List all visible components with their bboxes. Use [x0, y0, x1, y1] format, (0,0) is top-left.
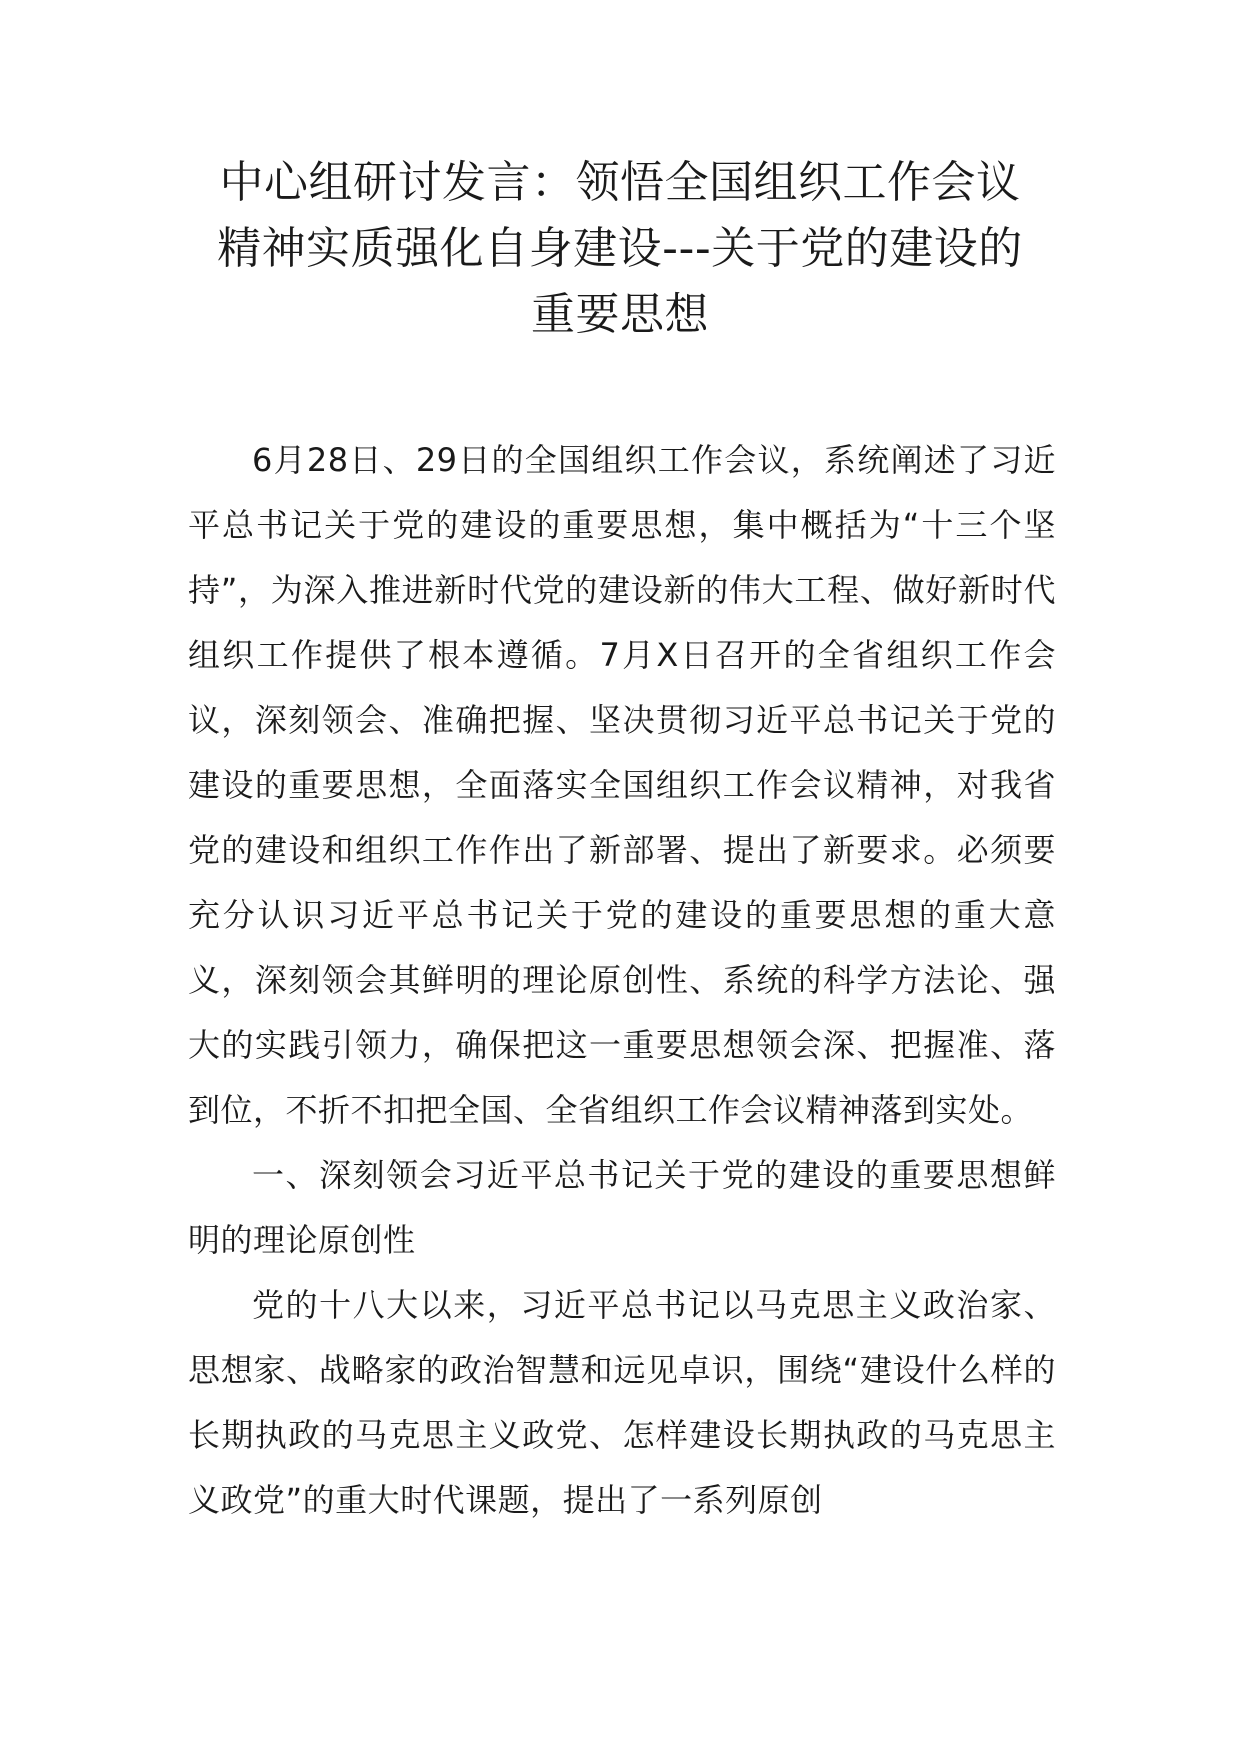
- title-line-1: 中心组研讨发言：领悟全国组织工作会议: [219, 157, 1021, 208]
- document-body: [188, 428, 1056, 1533]
- document-title: [175, 150, 1065, 348]
- section-heading-1: 一、深刻领会习近平总书记关于党的建设的重要思想鲜明的理论原创性: [188, 1156, 1056, 1259]
- title-line-3: 重要思想: [531, 289, 709, 340]
- paragraph-intro: 6月28日、29日的全国组织工作会议，系统阐述了习近平总书记关于党的建设的重要思想，集中概括为“十三个坚持”，为深入推进新时代党的建设新的伟大工程、做好新时代组织工作提供了根本遵循。7月X日召开的全省组织工作会议，深刻领会、准确把握、坚决贯彻习近平总书记关于党的建设的重要思想，全面落实全国组织工作会议精神，对我省党的建设和组织工作作出了新部署、提出了新要求。必须要充分认识习近平总书记关于党的建设的重要思想的重大意义，深刻领会其鲜明的理论原创性、系统的科学方法论、强大的实践引领力，确保把这一重要思想领会深、把握准、落到位，不折不扣把全国、全省组织工作会议精神落到实处。: [188, 441, 1056, 1129]
- title-line-2: 精神实质强化自身建设---关于党的建设的: [217, 223, 1023, 274]
- paragraph-section-1: 党的十八大以来，习近平总书记以马克思主义政治家、思想家、战略家的政治智慧和远见卓识，围绕“建设什么样的长期执政的马克思主义政党、怎样建设长期执政的马克思主义政党”的重大时代课题，提出了一系列原创: [188, 1286, 1056, 1519]
